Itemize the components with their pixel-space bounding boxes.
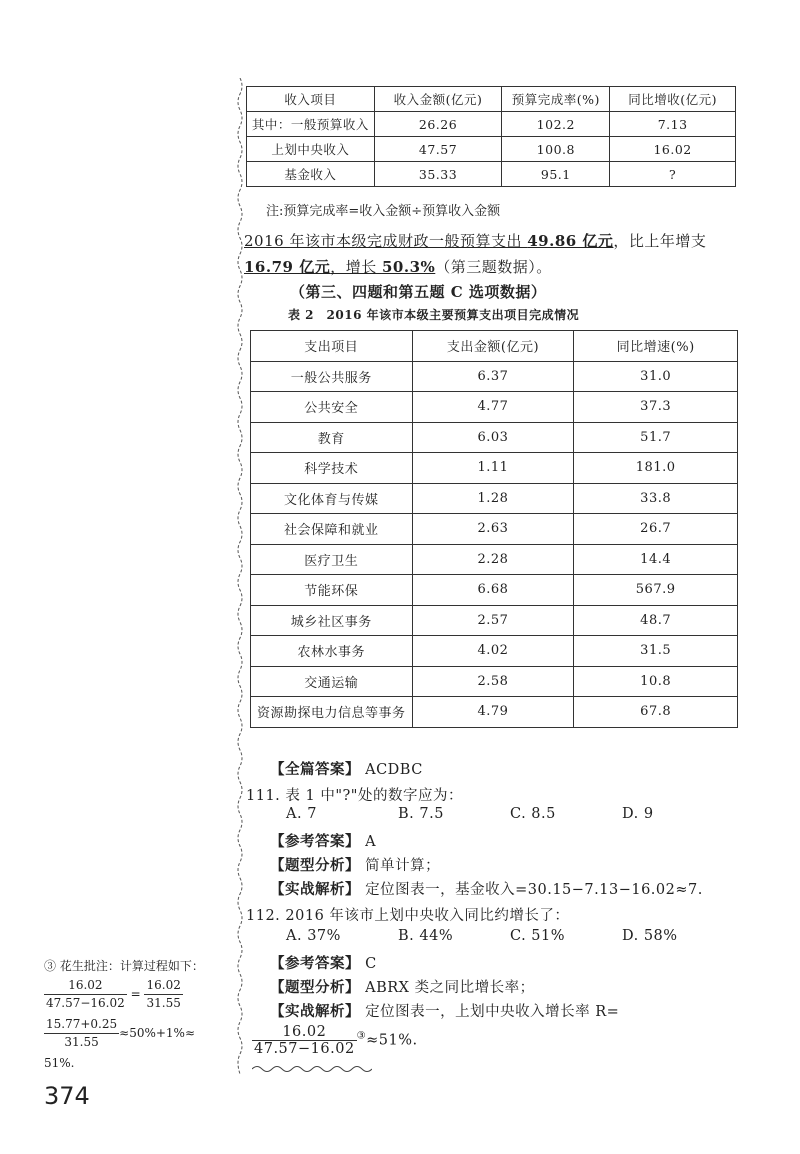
formula-wavy-underline <box>252 1064 372 1074</box>
table-cell: 7.13 <box>610 112 736 137</box>
table-cell: 科学技术 <box>251 453 413 484</box>
full-answer-tag: 【全篇答案】 <box>270 761 360 778</box>
table-row <box>251 575 738 606</box>
paragraph-text: ，比上年增支 <box>613 232 707 250</box>
table-header-cell: 收入金额(亿元) <box>374 87 502 112</box>
table-cell: 6.68 <box>412 575 574 606</box>
q112-option-b: B. 44% <box>398 928 454 944</box>
income-table <box>246 86 736 187</box>
q112-formula <box>252 1024 418 1057</box>
paragraph-highlight: 16.79 亿元 <box>244 258 331 276</box>
table-cell: 181.0 <box>574 453 738 484</box>
table-cell: 1.11 <box>412 453 574 484</box>
table-row <box>247 137 736 162</box>
side-fraction <box>144 977 182 1012</box>
paragraph-text: 2016 年该市本级完成财政一般预算支出 <box>244 232 528 250</box>
table-cell: 2.63 <box>412 514 574 545</box>
table-cell: 基金收入 <box>247 162 375 187</box>
table-cell: 51.7 <box>574 422 738 453</box>
q112-options <box>286 928 678 944</box>
growth-fraction <box>252 1024 357 1057</box>
type-text: 简单计算； <box>365 858 441 874</box>
table-cell: 上划中央收入 <box>247 137 375 162</box>
table-cell: 31.0 <box>574 361 738 392</box>
reference-answer: A <box>365 834 377 850</box>
q111-option-d: D. 9 <box>622 806 654 822</box>
paragraph-highlight: 49.86 亿元 <box>527 232 614 250</box>
table-row <box>251 483 738 514</box>
table-cell: 26.26 <box>374 112 502 137</box>
analysis-tag: 【实战解析】 <box>270 881 360 898</box>
q111-reference <box>270 830 376 851</box>
type-tag: 【题型分析】 <box>270 979 360 996</box>
table-cell: 47.57 <box>374 137 502 162</box>
q112-option-a: A. 37% <box>286 928 341 944</box>
fraction-numerator: 16.02 <box>252 1024 357 1041</box>
reference-tag: 【参考答案】 <box>270 833 360 850</box>
table-cell: 2.58 <box>412 666 574 697</box>
table-cell: 医疗卫生 <box>251 544 413 575</box>
table-header-cell: 支出项目 <box>251 331 413 362</box>
table-cell: ? <box>610 162 736 187</box>
table-cell: 567.9 <box>574 575 738 606</box>
paragraph-text: ，增长 <box>330 258 382 276</box>
table-row <box>247 112 736 137</box>
side-calc-line-1 <box>44 977 240 1012</box>
q112-type <box>270 976 535 997</box>
footnote-marker: ③ <box>356 1030 367 1042</box>
page-number: 374 <box>44 1082 90 1110</box>
table-header-cell: 同比增速(%) <box>574 331 738 362</box>
fraction-denominator: 47.57−16.02 <box>46 996 125 1010</box>
q112-reference <box>270 952 377 973</box>
table-cell: 节能环保 <box>251 575 413 606</box>
table-cell: 4.02 <box>412 636 574 667</box>
full-answer-value: ACDBC <box>365 762 423 778</box>
expenditure-table <box>250 330 738 728</box>
q112-stem: 112. 2016 年该市上划中央收入同比约增长了： <box>246 908 570 924</box>
paragraph-text: （第三题数据）。 <box>435 258 552 276</box>
table-cell: 农林水事务 <box>251 636 413 667</box>
analysis-text: 定位图表一，基金收入=30.15−7.13−16.02≈7. <box>365 882 703 898</box>
type-tag: 【题型分析】 <box>270 857 360 874</box>
paragraph-highlight: 50.3% <box>381 258 436 276</box>
table-header-cell: 支出金额(亿元) <box>412 331 574 362</box>
table-cell: 26.7 <box>574 514 738 545</box>
table-cell: 4.77 <box>412 392 574 423</box>
full-answer-line <box>270 758 423 779</box>
table-header-cell: 预算完成率(%) <box>502 87 610 112</box>
side-calc-tail: ≈50%+1%≈ <box>119 1026 196 1040</box>
data-scope-subheading: （第三、四题和第五题 C 选项数据） <box>290 283 547 301</box>
q111-analysis <box>270 878 703 899</box>
q111-option-b: B. 7.5 <box>398 806 444 822</box>
table-cell: 35.33 <box>374 162 502 187</box>
table-cell: 4.79 <box>412 697 574 728</box>
table-cell: 城乡社区事务 <box>251 605 413 636</box>
table-row <box>251 636 738 667</box>
table-cell: 33.8 <box>574 483 738 514</box>
analysis-tag: 【实战解析】 <box>270 1003 360 1020</box>
table-row <box>251 514 738 545</box>
table-cell: 1.28 <box>412 483 574 514</box>
side-fraction <box>44 1016 119 1051</box>
equals-sign: = <box>130 987 141 1001</box>
reference-tag: 【参考答案】 <box>270 955 360 972</box>
table-cell: 公共安全 <box>251 392 413 423</box>
table-cell: 社会保障和就业 <box>251 514 413 545</box>
formula-result: ≈51%. <box>366 1032 418 1049</box>
q112-analysis <box>270 1000 619 1021</box>
q111-type <box>270 854 440 875</box>
table-cell: 文化体育与传媒 <box>251 483 413 514</box>
q111-option-a: A. 7 <box>286 806 317 822</box>
table-row <box>251 544 738 575</box>
table-cell: 95.1 <box>502 162 610 187</box>
q111-stem: 111. 表 1 中"?"处的数字应为： <box>246 788 463 804</box>
q111-options <box>286 806 654 822</box>
side-calc-line-2 <box>44 1016 240 1051</box>
fraction-numerator: 16.02 <box>144 977 182 995</box>
fraction-numerator: 16.02 <box>44 977 127 995</box>
table-cell: 37.3 <box>574 392 738 423</box>
table-cell: 资源勘探电力信息等事务 <box>251 697 413 728</box>
table-row <box>251 453 738 484</box>
table-header-cell: 收入项目 <box>247 87 375 112</box>
reference-answer: C <box>365 956 377 972</box>
table-cell: 教育 <box>251 422 413 453</box>
analysis-text: 定位图表一，上划中央收入增长率 R= <box>365 1004 620 1020</box>
side-annotation <box>44 958 240 1072</box>
fraction-numerator: 15.77+0.25 <box>44 1016 119 1034</box>
table-cell: 102.2 <box>502 112 610 137</box>
table2-caption: 表 2 2016 年该市本级主要预算支出项目完成情况 <box>288 308 580 322</box>
table-cell: 6.03 <box>412 422 574 453</box>
table-cell: 10.8 <box>574 666 738 697</box>
fraction-denominator: 31.55 <box>64 1035 99 1049</box>
table-cell: 67.8 <box>574 697 738 728</box>
table-cell: 交通运输 <box>251 666 413 697</box>
side-calc-end: 51%. <box>44 1056 75 1070</box>
side-fraction <box>44 977 127 1012</box>
q112-option-c: C. 51% <box>510 928 566 944</box>
table-cell: 6.37 <box>412 361 574 392</box>
table-header-cell: 同比增收(亿元) <box>610 87 736 112</box>
table-cell: 48.7 <box>574 605 738 636</box>
table-header-row <box>247 87 736 112</box>
table-cell: 100.8 <box>502 137 610 162</box>
side-annotation-title: ③ 花生批注：计算过程如下： <box>44 959 204 973</box>
table-cell: 2.28 <box>412 544 574 575</box>
table-row <box>251 361 738 392</box>
table-cell: 16.02 <box>610 137 736 162</box>
expenditure-paragraph <box>244 228 744 280</box>
table-cell: 其中：一般预算收入 <box>247 112 375 137</box>
table-cell: 一般公共服务 <box>251 361 413 392</box>
fraction-denominator: 31.55 <box>146 996 181 1010</box>
type-text: ABRX 类之同比增长率； <box>365 980 535 996</box>
table-header-row <box>251 331 738 362</box>
table-cell: 31.5 <box>574 636 738 667</box>
table1-note: 注:预算完成率=收入金额÷预算收入金额 <box>266 204 501 219</box>
table-row <box>251 605 738 636</box>
q111-option-c: C. 8.5 <box>510 806 556 822</box>
q112-option-d: D. 58% <box>622 928 678 944</box>
table-row <box>251 422 738 453</box>
fraction-denominator: 47.57−16.02 <box>254 1041 355 1057</box>
table-row <box>247 162 736 187</box>
table-row <box>251 392 738 423</box>
table-cell: 2.57 <box>412 605 574 636</box>
table-row <box>251 666 738 697</box>
table-row <box>251 697 738 728</box>
table-cell: 14.4 <box>574 544 738 575</box>
